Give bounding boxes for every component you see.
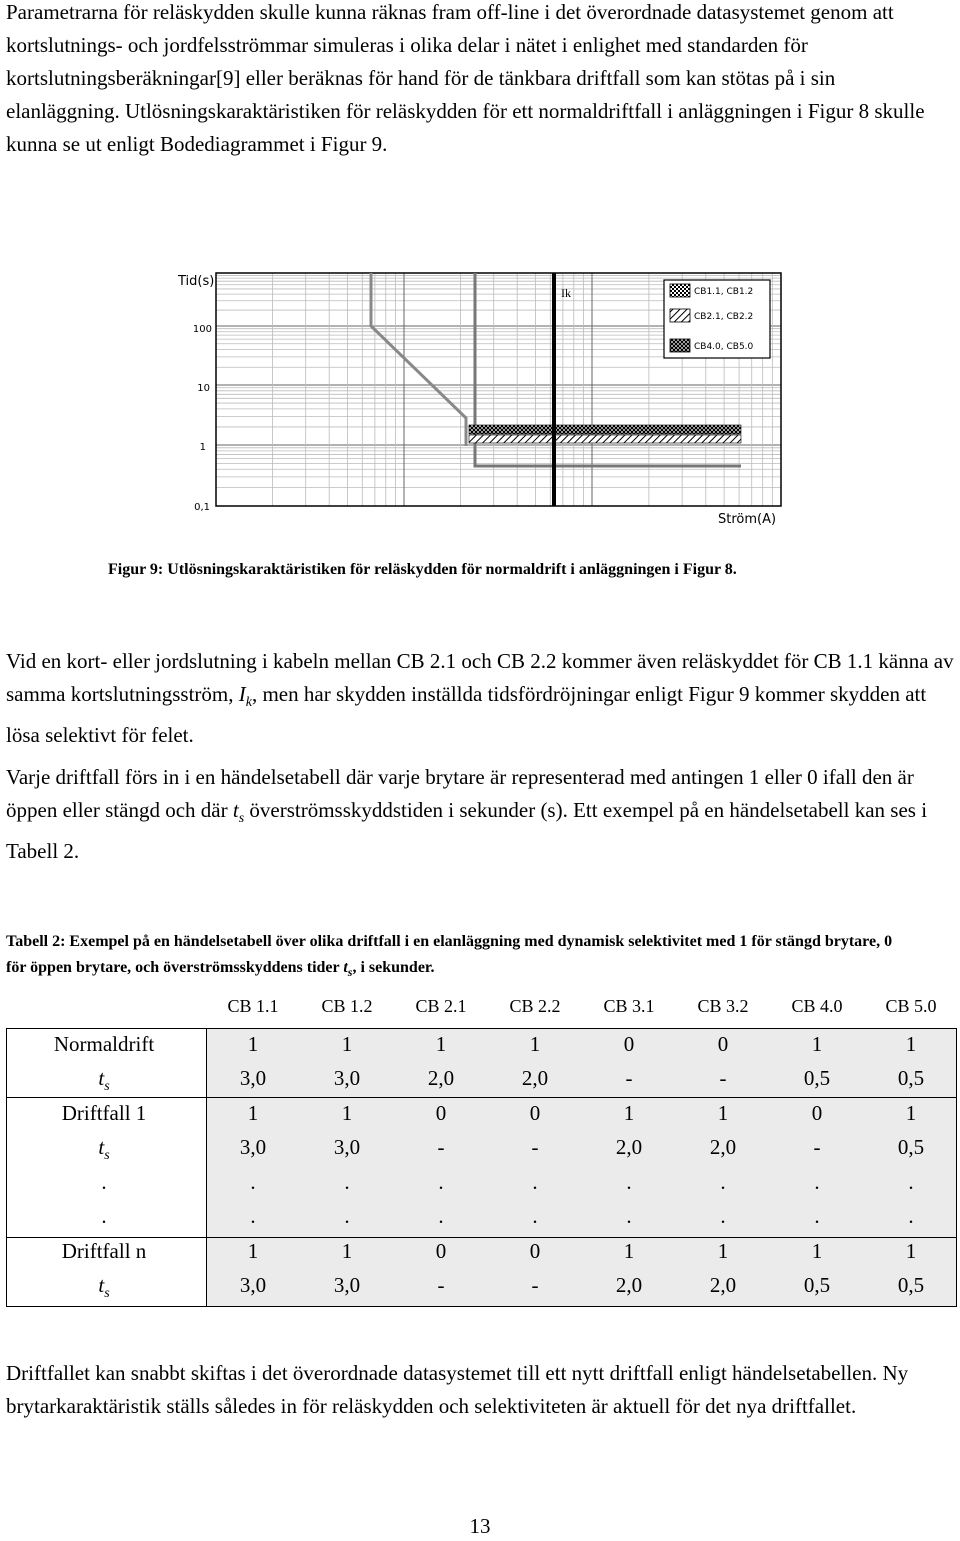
paragraph-intro: Parametrarna för reläskydden skulle kunna räknas fram off-line i det överordnade datasystemet genom att kortslutnings- och jordfelsströmmar simuleras i olika delar i nätet i enlighet med standarden för kortslutningsberäkningar[9] eller beräknas för hand för de tänkbara driftfall som kan stötas på i sin elanläggning. Utlösningskaraktäristiken för reläskydden för ett normaldriftfall i anläggningen i Figur 8 skulle kunna se ut enligt Bodediagrammet i Figur 9. xyxy=(6,0,925,156)
table-cell: 1 xyxy=(905,1101,917,1125)
table-cell: 1 xyxy=(247,1101,259,1125)
table-row-label: Driftfall n xyxy=(61,1239,147,1263)
table-cell: 3,0 xyxy=(333,1135,361,1159)
table-cell: 1 xyxy=(435,1032,447,1056)
table-cell: . xyxy=(814,1204,820,1228)
table-cell: . xyxy=(532,1170,538,1194)
table-rule xyxy=(6,1028,957,1029)
ts-symbol: t xyxy=(232,798,239,822)
legend-swatch-cb11 xyxy=(670,284,690,297)
table-row-label xyxy=(6,1135,202,1164)
table-cell: 3,0 xyxy=(239,1135,267,1159)
paragraph-fault xyxy=(6,645,954,752)
table-column-header: CB 3.2 xyxy=(697,996,749,1016)
ts-subscript: s xyxy=(104,1079,110,1095)
table-cell: 1 xyxy=(341,1239,353,1263)
table-cell: . xyxy=(532,1204,538,1228)
table-cell: - xyxy=(437,1135,445,1159)
y-tick-100: 100 xyxy=(192,324,212,335)
p3-text-b: överströmsskyddstiden i sekunder (s). Ett exempel på en händelsetabell kan ses i Tabell 2. xyxy=(6,798,928,864)
x-axis-label: Ström(A) xyxy=(718,512,777,527)
table-cell: . xyxy=(626,1204,632,1228)
table-cell: 2,0 xyxy=(427,1066,455,1090)
table-cell: . xyxy=(720,1204,726,1228)
table-rule xyxy=(6,1306,957,1307)
table-caption xyxy=(6,929,906,985)
table-row-label: . xyxy=(101,1204,107,1228)
p3-text-a: Varje driftfall förs in i en händelsetabell där varje brytare är representerad med antingen 1 eller 0 ifall den är öppen eller stängd och där xyxy=(6,765,914,822)
y-tick-1: 1 xyxy=(199,442,206,453)
ts-subscript: s xyxy=(104,1148,110,1164)
table-cell: . xyxy=(344,1170,350,1194)
figure-caption: Figur 9: Utlösningskaraktäristiken för reläskydden för normaldrift i anläggningen i Figur 8. xyxy=(108,561,737,578)
table-row-label xyxy=(6,1066,202,1095)
table-cell: 1 xyxy=(905,1032,917,1056)
table-column-header: CB 1.1 xyxy=(227,996,279,1016)
table-cell: . xyxy=(626,1170,632,1194)
table-header xyxy=(206,996,958,1024)
table-cell: . xyxy=(908,1204,914,1228)
table-cell: 3,0 xyxy=(333,1273,361,1297)
legend-label-cb21: CB2.1, CB2.2 xyxy=(694,312,754,322)
table-cell: - xyxy=(531,1273,539,1297)
table-cell: 3,0 xyxy=(333,1066,361,1090)
ik-marker-label: Ik xyxy=(561,286,571,300)
table-cell: . xyxy=(250,1170,256,1194)
table-cell: 0,5 xyxy=(897,1273,925,1297)
table-cell: 0,5 xyxy=(803,1273,831,1297)
paragraph-switching: Driftfallet kan snabbt skiftas i det överordnade datasystemet till ett nytt driftfall enligt händelsetabellen. Ny brytarkaraktäristik ställs således in för reläskydden och selektiviteten är aktuell för det nya driftfallet. xyxy=(6,1361,909,1418)
ts-symbol: t xyxy=(98,1273,105,1297)
table-cell: . xyxy=(344,1204,350,1228)
table-caption-b: , i sekunder. xyxy=(352,959,435,976)
table-cell: . xyxy=(250,1204,256,1228)
page-number: 13 xyxy=(469,1514,491,1538)
band-cb21-cb22 xyxy=(469,435,741,443)
table-column-header: CB 4.0 xyxy=(791,996,843,1016)
table-cell: 0 xyxy=(435,1239,447,1263)
table-cell: . xyxy=(438,1204,444,1228)
table-cell: 1 xyxy=(623,1101,635,1125)
legend-label-cb11: CB1.1, CB1.2 xyxy=(694,287,754,297)
legend-label-cb40: CB4.0, CB5.0 xyxy=(694,342,754,352)
ts-symbol: t xyxy=(98,1135,105,1159)
table-cell: 1 xyxy=(247,1239,259,1263)
p2-text-b: , men har skydden inställda tidsfördröjningar enligt Figur 9 kommer skydden att lösa selektivt för felet. xyxy=(6,682,927,748)
legend-swatch-cb21 xyxy=(670,309,690,322)
table-column-header: CB 2.2 xyxy=(509,996,561,1016)
table-cell: 1 xyxy=(717,1101,729,1125)
table-cell: 1 xyxy=(811,1239,823,1263)
table-cell: 0 xyxy=(529,1101,541,1125)
table-row-label: Normaldrift xyxy=(53,1032,155,1056)
table-cell: . xyxy=(438,1170,444,1194)
table-cell: - xyxy=(531,1135,539,1159)
table-cell: 1 xyxy=(341,1101,353,1125)
table-cell: 0 xyxy=(717,1032,729,1056)
table-cell: 2,0 xyxy=(615,1135,643,1159)
ik-subscript: k xyxy=(245,695,252,711)
table-cell: 1 xyxy=(811,1032,823,1056)
table-cell: . xyxy=(908,1170,914,1194)
table-row-label xyxy=(6,1273,202,1302)
table-caption-symbol: t xyxy=(343,959,348,976)
y-tick-10: 10 xyxy=(197,383,210,394)
table-cell: 0,5 xyxy=(897,1135,925,1159)
table-column-header: CB 5.0 xyxy=(885,996,937,1016)
table-row-label: Driftfall 1 xyxy=(61,1101,147,1125)
table-cell: 3,0 xyxy=(239,1066,267,1090)
table-rule xyxy=(6,1097,957,1098)
table-cell: 2,0 xyxy=(709,1135,737,1159)
band-cb11-cb12 xyxy=(469,425,741,434)
table-cell: 2,0 xyxy=(521,1066,549,1090)
table-cell: - xyxy=(719,1066,727,1090)
table-cell: 0 xyxy=(623,1032,635,1056)
table-cell: 1 xyxy=(717,1239,729,1263)
table-cell: 1 xyxy=(529,1032,541,1056)
table-cell: 3,0 xyxy=(239,1273,267,1297)
paragraph-event-table xyxy=(6,761,954,868)
curve-cb11-cb12 xyxy=(371,273,466,446)
table-cell: 0,5 xyxy=(897,1066,925,1090)
table-column-header: CB 1.2 xyxy=(321,996,373,1016)
table-cell: 1 xyxy=(623,1239,635,1263)
table-cell: - xyxy=(437,1273,445,1297)
bode-diagram xyxy=(176,268,796,530)
table-caption-a: Tabell 2: Exempel på en händelsetabell över olika driftfall i en elanläggning med dynamisk selektivitet med 1 för stängd brytare, 0 för öppen brytare, och överströmsskyddens tider xyxy=(6,933,893,976)
legend-swatch-cb40 xyxy=(670,339,690,352)
table-cell: 0,5 xyxy=(803,1066,831,1090)
table-cell: . xyxy=(720,1170,726,1194)
table-cell: 2,0 xyxy=(615,1273,643,1297)
ts-subscript: s xyxy=(238,811,245,827)
table-cell: 2,0 xyxy=(709,1273,737,1297)
table-rule xyxy=(6,1028,7,1307)
table-cell: . xyxy=(814,1170,820,1194)
table-rule xyxy=(6,1237,957,1238)
table-caption-subscript: s xyxy=(347,965,353,980)
table-cell: 0 xyxy=(529,1239,541,1263)
ts-subscript: s xyxy=(104,1286,110,1302)
table-column-header: CB 2.1 xyxy=(415,996,467,1016)
table-cell: 1 xyxy=(247,1032,259,1056)
table-cell: 0 xyxy=(811,1101,823,1125)
table-rule xyxy=(206,1028,207,1307)
table-cell: - xyxy=(813,1135,821,1159)
table-row-label: . xyxy=(101,1170,107,1194)
ts-symbol: t xyxy=(98,1066,105,1090)
chart-legend xyxy=(664,280,770,358)
table-cell: 0 xyxy=(435,1101,447,1125)
table-cell: - xyxy=(625,1066,633,1090)
table-cell: 1 xyxy=(341,1032,353,1056)
y-tick-0-1: 0,1 xyxy=(194,502,210,513)
y-axis-label: Tid(s) xyxy=(178,274,215,289)
table-cell: 1 xyxy=(905,1239,917,1263)
table-column-header: CB 3.1 xyxy=(603,996,655,1016)
p2-text-a: Vid en kort- eller jordslutning i kabeln mellan CB 2.1 och CB 2.2 kommer även reläskyddet för CB 1.1 känna av samma kortslutningsström, xyxy=(6,649,954,706)
ik-symbol: I xyxy=(238,682,246,706)
